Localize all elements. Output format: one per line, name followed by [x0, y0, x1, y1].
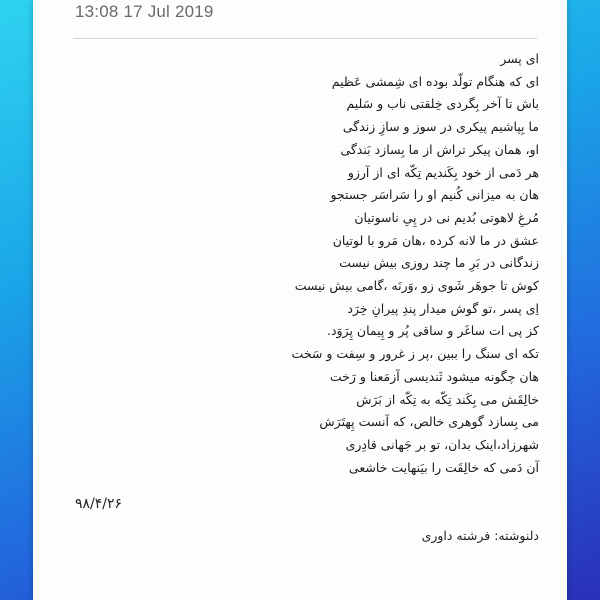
poem-line: ما بِپاشیم پیکری در سوز و سازِ زندگی — [342, 119, 539, 135]
poem-body[interactable] — [69, 48, 539, 479]
poem-line: شهرزاد،اینک بدان، تو بر جَهانی قادِری — [345, 436, 539, 452]
poem-author: دلنوشته: فرشته داوری — [421, 528, 539, 543]
note-timestamp: 13:08 17 Jul 2019 — [75, 2, 214, 21]
poem-line: او، همان پیکر تراش از ما بِسازد بَندگی — [340, 141, 539, 157]
poem-line: ای که هنگام تولّد بوده ای شِمشی عَظیم — [331, 73, 539, 89]
poem-line: زندگانی در بَرِ ما چند روزی بیش نیست — [339, 255, 539, 271]
poem-line: هان به میزانی کُنیم او را سَراسَر جستجو — [330, 187, 539, 203]
poem-line: می بِسازد گوهری خالص، که آنست پِهتَرَش — [319, 414, 539, 430]
poem-line: تکه ای سنگ را ببین ،پر ز غرور و سِفت و سَخت — [291, 346, 539, 362]
poem-line: آن دَمی که خالِقَت را بیَنهایت خاشعی — [348, 459, 539, 475]
poem-line: ای پسر — [500, 51, 539, 66]
poem-line: خالِقَش می بِکَند تِکّه به تِکّه از بَرَش — [356, 391, 539, 407]
note-card — [33, 0, 567, 600]
poem-line: هر دَمی از خود بِکَندیم تِکّه ای از آرزو — [347, 164, 539, 180]
poem-line: کز پی ات ساغَر و ساقی پُر و پِیمان پِرَوَد. — [326, 323, 539, 339]
poem-line: هان چگونه میشود ثَندیسی آزمَعنا و رَخت — [329, 368, 539, 384]
poem-line: مُرغِ لاهوتی بُدیم نی در پِیِ ناسوتیان — [354, 209, 539, 225]
poem-line: اِی پسر ،تو گوش میدار پندِ پیرانِ خِرَد — [347, 300, 539, 316]
poem-date: ۹۸/۴/۲۶ — [75, 496, 123, 512]
poem-line: باش تا آخر بِگردی خِلقتی ناب و سَلیم — [346, 96, 539, 112]
header-divider — [73, 38, 537, 39]
poem-line: کوش تا جوهَر شَوی زو ،وَرنَه ،گامی بیش نیست — [294, 278, 539, 294]
poem-line: عشق در ما لانه کرده ،هان مَرو با لوتیان — [332, 232, 539, 248]
